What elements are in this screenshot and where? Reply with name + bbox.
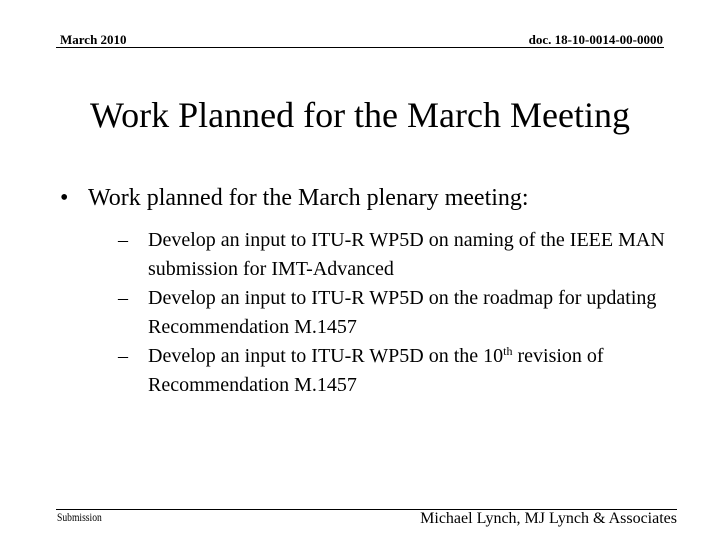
footer-submission: Submission [57,510,102,524]
bullet-text: Work planned for the March plenary meeting: [88,185,529,211]
sub-bullet-2 [118,284,678,342]
footer-author: Michael Lynch, MJ Lynch & Associates [420,510,677,527]
sub-bullet-1 [118,226,678,284]
sub-bullet-3 [118,342,678,400]
sub-bullet-text-post: revision of Recommendation M.1457 [148,345,604,396]
header-date: March 2010 [60,32,127,47]
header-divider [56,47,664,48]
sub-bullet-list [118,226,678,400]
bullet-marker: • [60,185,69,211]
sub-bullet-text-pre: Develop an input to ITU-R WP5D on the 10 [148,345,504,367]
dash-marker: – [118,287,128,309]
sub-bullet-text: Develop an input to ITU-R WP5D on naming of the IEEE MAN submission for IMT-Advanced [148,229,665,280]
ordinal-superscript: th [503,344,513,358]
sub-bullet-text: Develop an input to ITU-R WP5D on the roadmap for updating Recommendation M.1457 [148,287,657,338]
main-bullet [60,185,529,212]
dash-marker: – [118,345,128,367]
header-doc-id: doc. 18-10-0014-00-0000 [528,32,663,47]
dash-marker: – [118,229,128,251]
slide-title: Work Planned for the March Meeting [90,95,630,135]
sub-bullet-text [148,342,678,400]
